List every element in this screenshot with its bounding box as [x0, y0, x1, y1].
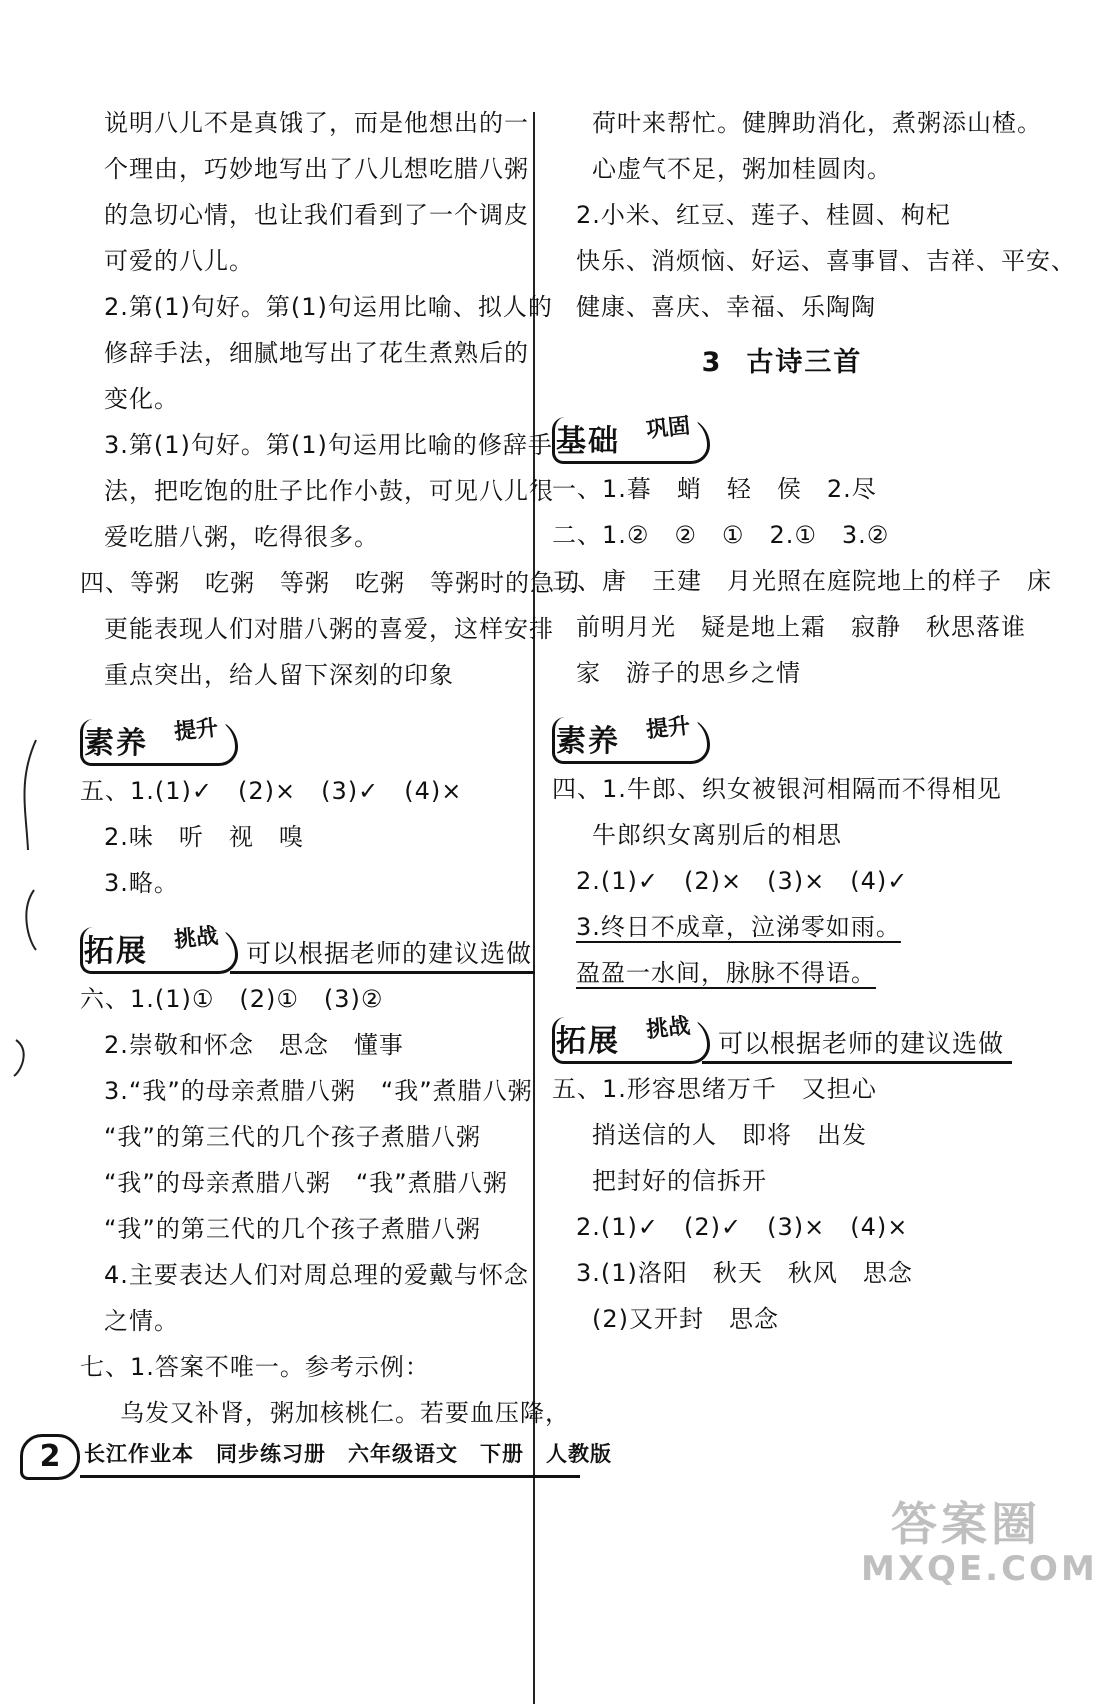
answer-line	[552, 766, 1012, 812]
heading-tag: 挑战	[636, 1006, 699, 1047]
page-number: 2	[20, 1434, 80, 1480]
heading-tag: 巩固	[636, 406, 699, 447]
heading-main: 拓展	[84, 934, 148, 969]
page-footer	[20, 1434, 612, 1478]
answer-line	[552, 466, 1012, 512]
answer-line	[80, 376, 535, 422]
answer-line	[80, 284, 553, 330]
answer-text: 六、1.(1)① (2)① (3)②	[80, 985, 384, 1013]
answer-text: 盈盈一水间，脉脉不得语。	[576, 959, 876, 987]
answer-line	[80, 1022, 535, 1068]
answer-text: 重点突出，给人留下深刻的印象	[104, 661, 454, 689]
left-answers-part2	[80, 768, 535, 906]
answer-line	[552, 192, 1012, 238]
heading-suyang-tisheng-left	[80, 698, 535, 768]
answer-text: 四、1.牛郎、织女被银河相隔而不得相见	[552, 775, 1002, 803]
answer-line	[80, 1068, 535, 1114]
answer-text: 个理由，巧妙地写出了八儿想吃腊八粥	[104, 155, 529, 183]
answer-text: 快乐、消烦恼、好运、喜事冒、吉祥、平安、	[576, 247, 1076, 275]
answer-text: 可爱的八儿。	[104, 247, 254, 275]
answer-text: 更能表现人们对腊八粥的喜爱，这样安排	[104, 615, 554, 643]
heading-main: 素养	[556, 724, 620, 759]
answer-text: 的急切心情，也让我们看到了一个调皮	[104, 201, 529, 229]
answer-line	[552, 558, 1052, 604]
answer-line	[80, 100, 535, 146]
answer-line	[552, 858, 1012, 904]
answer-line	[552, 1112, 1012, 1158]
answer-text: 3.第(1)句好。第(1)句运用比喻的修辞手	[104, 431, 553, 459]
heading-note: 可以根据老师的建议选做	[718, 1029, 1005, 1058]
heading-main: 拓展	[556, 1024, 620, 1059]
answer-text: 一、1.暮 蛸 轻 侯 2.尽	[552, 475, 877, 503]
answer-text: 家 游子的思乡之情	[576, 659, 801, 687]
answer-line	[80, 238, 535, 284]
answer-line	[552, 1066, 1012, 1112]
answer-line	[552, 950, 1012, 996]
answer-text: 二、1.② ② ① 2.① 3.②	[552, 521, 890, 549]
answer-line	[552, 1296, 1012, 1342]
answer-text: 2.(1)✓ (2)✓ (3)× (4)×	[576, 1213, 909, 1241]
answer-text: 前明月光 疑是地上霜 寂静 秋思落谁	[576, 613, 1026, 641]
answer-text: 健康、喜庆、幸福、乐陶陶	[576, 293, 876, 321]
answer-line	[80, 1114, 535, 1160]
answer-text: 心虚气不足，粥加桂圆肉。	[592, 155, 892, 183]
answer-text: 2.味 听 视 嗅	[104, 823, 304, 851]
left-answers-part1	[80, 100, 580, 698]
answer-text: 荷叶来帮忙。健脾助消化，煮粥添山楂。	[592, 109, 1042, 137]
answer-text: 2.第(1)句好。第(1)句运用比喻、拟人的	[104, 293, 553, 321]
answer-line	[80, 468, 554, 514]
answer-line	[552, 1250, 1012, 1296]
left-column	[80, 100, 580, 1436]
answer-text: 法，把吃饱的肚子比作小鼓，可见八儿很	[104, 477, 554, 505]
answer-line	[552, 604, 1026, 650]
answer-text: 五、1.形容思绪万千 又担心	[552, 1075, 877, 1103]
answer-text: 2.小米、红豆、莲子、桂圆、枸杞	[576, 201, 951, 229]
answer-text: 3.终日不成章，泣涕零如雨。	[576, 913, 901, 941]
answer-line	[552, 512, 1012, 558]
answer-text: 2.(1)✓ (2)× (3)× (4)✓	[576, 867, 909, 895]
answer-line	[80, 1160, 535, 1206]
heading-tag: 提升	[636, 706, 699, 747]
answer-text: “我”的母亲煮腊八粥 “我”煮腊八粥	[104, 1169, 508, 1197]
answer-line	[80, 1298, 535, 1344]
answer-line	[552, 1204, 1012, 1250]
answer-line	[80, 422, 553, 468]
right-answers-part3	[552, 766, 1012, 996]
answer-text: 变化。	[104, 385, 179, 413]
answer-line	[80, 860, 535, 906]
right-column	[552, 100, 1076, 1342]
right-answers-part2	[552, 466, 1052, 696]
heading-main: 素养	[84, 726, 148, 761]
answer-line	[80, 768, 535, 814]
answer-line	[80, 606, 554, 652]
answer-line	[552, 284, 1012, 330]
answer-text: 五、1.(1)✓ (2)× (3)✓ (4)×	[80, 777, 463, 805]
answer-line	[80, 146, 535, 192]
answer-text: 2.崇敬和怀念 思念 懂事	[104, 1031, 404, 1059]
heading-rule	[702, 1061, 1012, 1064]
answer-text: 四、等粥 吃粥 等粥 吃粥 等粥时的急切	[80, 569, 580, 597]
heading-main: 基础	[556, 424, 620, 459]
watermark-logo: 答案圈	[891, 1497, 1041, 1551]
answer-line	[552, 100, 1042, 146]
watermark-domain: MXQE.COM	[861, 1549, 1098, 1589]
answer-line	[80, 814, 535, 860]
answer-text: 爱吃腊八粥，吃得很多。	[104, 523, 379, 551]
answer-line	[552, 1158, 1012, 1204]
answer-line	[552, 146, 1012, 192]
heading-tuozhan-tiaozhan-right	[552, 996, 1012, 1066]
footer-rule	[80, 1475, 580, 1478]
footer-book-title: 长江作业本 同步练习册 六年级语文 下册 人教版	[84, 1442, 612, 1466]
answer-text: 三、唐 王建 月光照在庭院地上的样子 床	[552, 567, 1052, 595]
answer-line	[80, 1206, 535, 1252]
section-title	[552, 330, 1012, 396]
heading-tag: 提升	[164, 708, 227, 749]
answer-line	[80, 1344, 535, 1390]
answer-line	[80, 514, 535, 560]
answer-line	[552, 238, 1076, 284]
answer-line	[552, 650, 1012, 696]
answer-text: 修辞手法，细腻地写出了花生煮熟后的	[104, 339, 529, 367]
answer-text: 3.略。	[104, 869, 179, 897]
answer-text: 乌发又补肾，粥加核桃仁。若要血压降，	[120, 1399, 570, 1427]
heading-tag: 挑战	[164, 916, 227, 957]
answer-line	[80, 976, 535, 1022]
answer-line	[80, 560, 580, 606]
answer-text: 3.(1)洛阳 秋天 秋风 思念	[576, 1259, 913, 1287]
answer-text: 4.主要表达人们对周总理的爱戴与怀念	[104, 1261, 529, 1289]
heading-jichu-gonggu	[552, 396, 1012, 466]
right-answers-part1	[552, 100, 1076, 330]
margin-scribble	[8, 740, 48, 1080]
answer-text: 说明八儿不是真饿了，而是他想出的一	[104, 109, 529, 137]
left-answers-part3	[80, 976, 570, 1436]
answer-line	[80, 1390, 570, 1436]
answer-line	[552, 812, 1012, 858]
answer-line	[552, 904, 1012, 950]
section-title-text: 古诗三首	[746, 347, 863, 378]
right-answers-part4	[552, 1066, 1012, 1342]
answer-text: 七、1.答案不唯一。参考示例：	[80, 1353, 430, 1381]
heading-rule	[230, 971, 535, 974]
answer-text: (2)又开封 思念	[592, 1305, 779, 1333]
watermark	[861, 1497, 1098, 1589]
section-number: 3	[701, 347, 723, 378]
answer-text: “我”的第三代的几个孩子煮腊八粥	[104, 1123, 481, 1151]
answer-line	[80, 652, 535, 698]
answer-line	[80, 1252, 535, 1298]
answer-text: 之情。	[104, 1307, 179, 1335]
heading-suyang-tisheng-right	[552, 696, 1012, 766]
answer-text: “我”的第三代的几个孩子煮腊八粥	[104, 1215, 481, 1243]
answer-line	[80, 192, 535, 238]
answer-text: 牛郎织女离别后的相思	[592, 821, 842, 849]
answer-line	[80, 330, 535, 376]
answer-text: 捎送信的人 即将 出发	[592, 1121, 867, 1149]
answer-text: 3.“我”的母亲煮腊八粥 “我”煮腊八粥	[104, 1077, 533, 1105]
heading-note: 可以根据老师的建议选做	[246, 939, 533, 968]
answer-text: 把封好的信拆开	[592, 1167, 767, 1195]
heading-tuozhan-tiaozhan-left	[80, 906, 535, 976]
